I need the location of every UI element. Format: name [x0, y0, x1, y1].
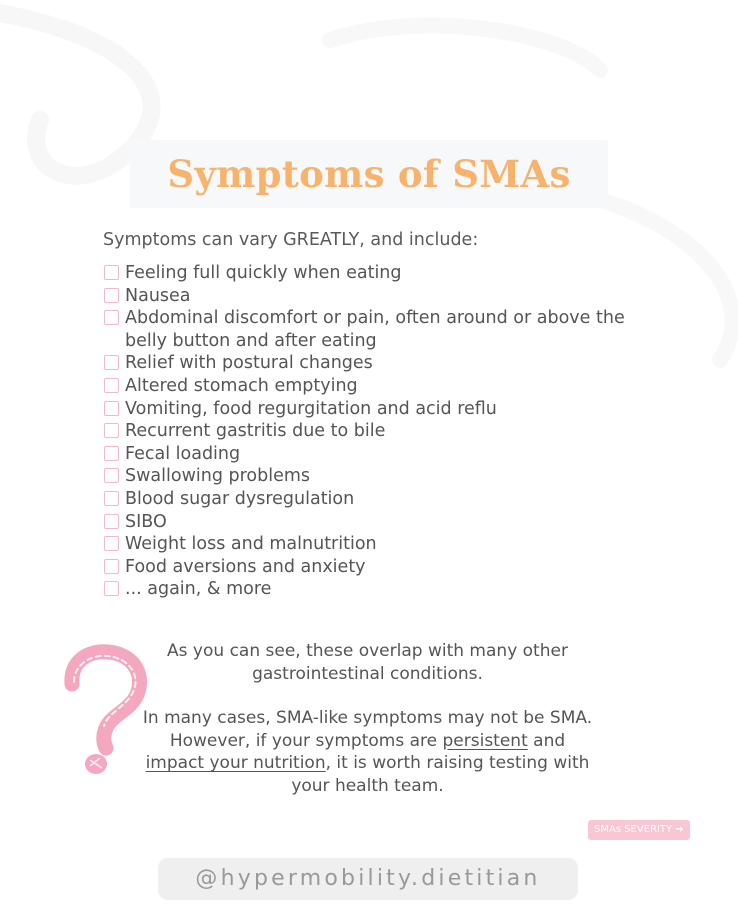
symptom-label: Abdominal discomfort or pain, often around or above the belly button and after eating [125, 308, 625, 351]
symptom-item [104, 285, 664, 308]
checkbox-icon [104, 288, 119, 303]
symptom-item [104, 443, 664, 466]
checkbox-icon [104, 401, 119, 416]
symptom-label: Recurrent gastritis due to bile [125, 421, 386, 442]
note-text-c: , it is worth raising testing with your health team. [291, 753, 590, 796]
symptom-item [104, 262, 664, 285]
info-note [140, 640, 595, 798]
note-text-a: In many cases, SMA-like symptoms may not be SMA. However, if your symptoms are [142, 708, 593, 751]
symptom-item [104, 375, 664, 398]
note-text-b: and [527, 730, 566, 751]
symptom-item [104, 465, 664, 488]
checkbox-icon [104, 514, 119, 529]
page-title: Symptoms of SMAs [167, 152, 571, 196]
symptom-item [104, 556, 664, 579]
checkbox-icon [104, 423, 119, 438]
symptom-list [104, 262, 664, 601]
checkbox-icon [104, 446, 119, 461]
checkbox-icon [104, 468, 119, 483]
question-mark-icon [60, 644, 150, 780]
next-slide-tag[interactable] [588, 820, 690, 840]
intro-text: Symptoms can vary GREATLY, and include: [103, 230, 479, 250]
next-slide-label: SMAs SEVERITY [594, 824, 673, 835]
symptom-item [104, 352, 664, 375]
symptom-label: SIBO [125, 511, 167, 532]
symptom-label: Nausea [125, 285, 191, 306]
symptom-label: Feeling full quickly when eating [125, 263, 402, 283]
symptom-label: Relief with postural changes [125, 353, 373, 374]
checkbox-icon [104, 581, 119, 596]
symptom-item [104, 420, 664, 443]
symptom-label: Blood sugar dysregulation [125, 488, 355, 509]
checkbox-icon [104, 265, 119, 280]
checkbox-icon [104, 559, 119, 574]
note-paragraph-2 [140, 707, 595, 797]
checkbox-icon [104, 491, 119, 506]
checkbox-icon [104, 378, 119, 393]
symptom-item [104, 398, 664, 421]
symptom-item [104, 578, 664, 601]
symptom-label: Swallowing problems [125, 466, 311, 487]
symptom-item [104, 488, 664, 511]
symptom-item [104, 533, 664, 556]
symptom-item [104, 511, 664, 534]
checkbox-icon [104, 355, 119, 370]
symptom-label: Fecal loading [125, 443, 241, 464]
account-handle: @hypermobility.dietitian [195, 866, 541, 891]
symptom-label: Vomiting, food regurgitation and acid reflu [125, 398, 497, 419]
persistent-underlined: persistent [442, 730, 528, 751]
symptom-label: Altered stomach emptying [125, 375, 358, 396]
arrow-right-icon: ➜ [675, 824, 684, 835]
symptom-item [104, 307, 664, 352]
symptom-label: Food aversions and anxiety [125, 556, 366, 577]
symptom-label: ... again, & more [125, 579, 272, 600]
checkbox-icon [104, 536, 119, 551]
symptom-label: Weight loss and malnutrition [125, 534, 377, 555]
impact-nutrition-underlined: impact your nutrition [145, 753, 326, 774]
checkbox-icon [104, 310, 119, 325]
note-paragraph-1: As you can see, these overlap with many other gastrointestinal conditions. [167, 641, 568, 684]
